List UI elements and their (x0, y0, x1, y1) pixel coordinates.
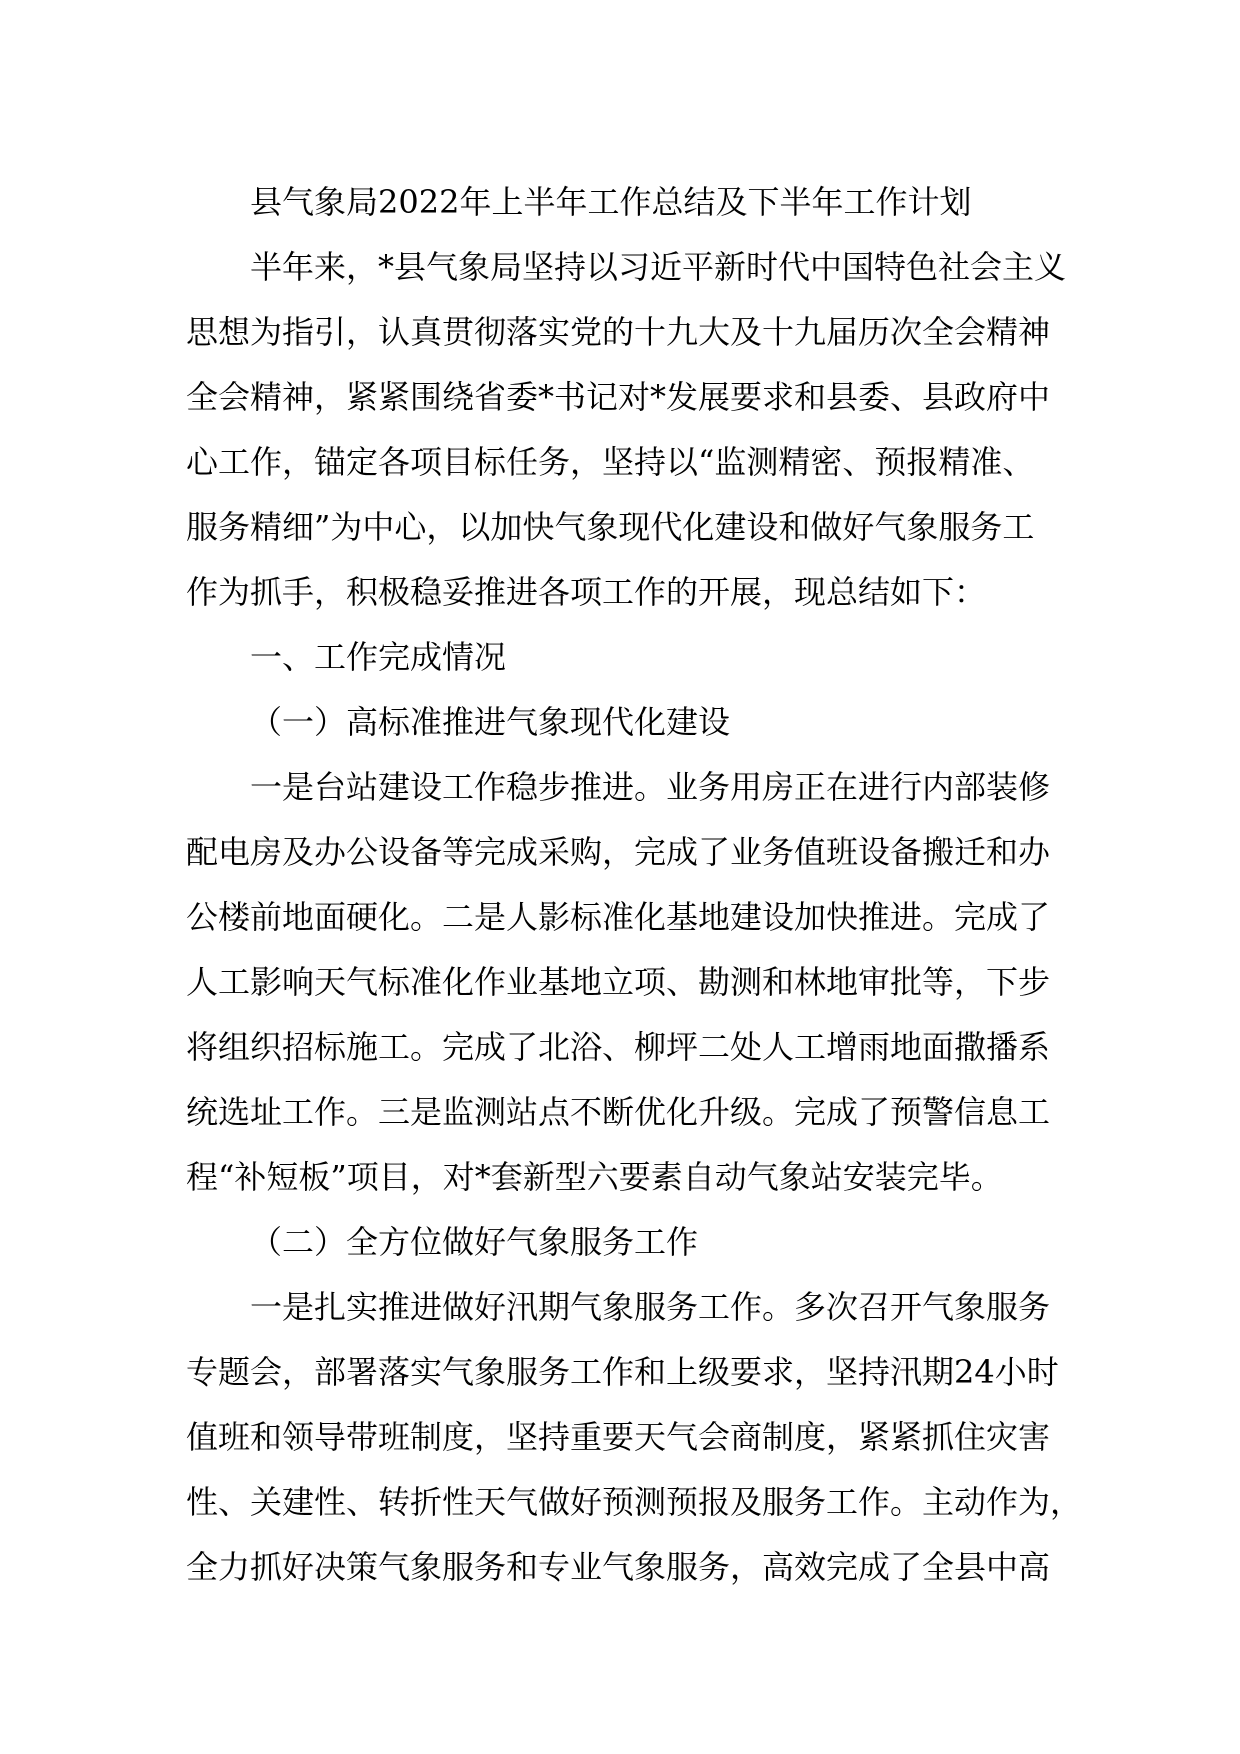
paragraph-line: 专题会，部署落实气象服务工作和上级要求，坚持汛期24小时 (186, 1353, 1059, 1391)
paragraph-line: 公楼前地面硬化。二是人影标准化基地建设加快推进。完成了 (186, 898, 1051, 936)
paragraph-line: 全会精神，紧紧围绕省委*书记对*发展要求和县委、县政府中 (186, 378, 1051, 416)
paragraph-line: 心工作，锚定各项目标任务，坚持以“监测精密、预报精准、 (186, 443, 1035, 481)
paragraph-line: 服务精细”为中心，以加快气象现代化建设和做好气象服务工 (186, 508, 1035, 546)
paragraph-line: 性、关建性、转折性天气做好预测预报及服务工作。主动作为， (186, 1483, 1083, 1521)
paragraph-line: 程“补短板”项目，对*套新型六要素自动气象站安装完毕。 (186, 1158, 1003, 1196)
paragraph-line: 值班和领导带班制度，坚持重要天气会商制度，紧紧抓住灾害 (186, 1418, 1051, 1456)
paragraph-line: 一是扎实推进做好汛期气象服务工作。多次召开气象服务 (250, 1288, 1051, 1326)
paragraph-line: 半年来，*县气象局坚持以习近平新时代中国特色社会主义 (250, 248, 1067, 286)
paragraph-line: 一是台站建设工作稳步推进。业务用房正在进行内部装修 (250, 768, 1051, 806)
paragraph-line: 作为抓手，积极稳妥推进各项工作的开展，现总结如下： (186, 573, 987, 611)
document-title: 县气象局2022年上半年工作总结及下半年工作计划 (250, 183, 972, 221)
paragraph-line: 人工影响天气标准化作业基地立项、勘测和林地审批等，下步 (186, 963, 1051, 1001)
subsection-heading: （一）高标准推进气象现代化建设 (250, 703, 731, 741)
paragraph-line: 全力抓好决策气象服务和专业气象服务，高效完成了全县中高 (186, 1548, 1051, 1586)
section-heading: 一、工作完成情况 (250, 638, 507, 676)
paragraph-line: 思想为指引，认真贯彻落实党的十九大及十九届历次全会精神 (186, 313, 1051, 351)
paragraph-line: 将组织招标施工。完成了北浴、柳坪二处人工增雨地面撒播系 (186, 1028, 1051, 1066)
subsection-heading: （二）全方位做好气象服务工作 (250, 1223, 699, 1261)
paragraph-line: 配电房及办公设备等完成采购，完成了业务值班设备搬迁和办 (186, 833, 1051, 871)
document-body (186, 170, 1083, 1600)
paragraph-line: 统选址工作。三是监测站点不断优化升级。完成了预警信息工 (186, 1093, 1051, 1131)
